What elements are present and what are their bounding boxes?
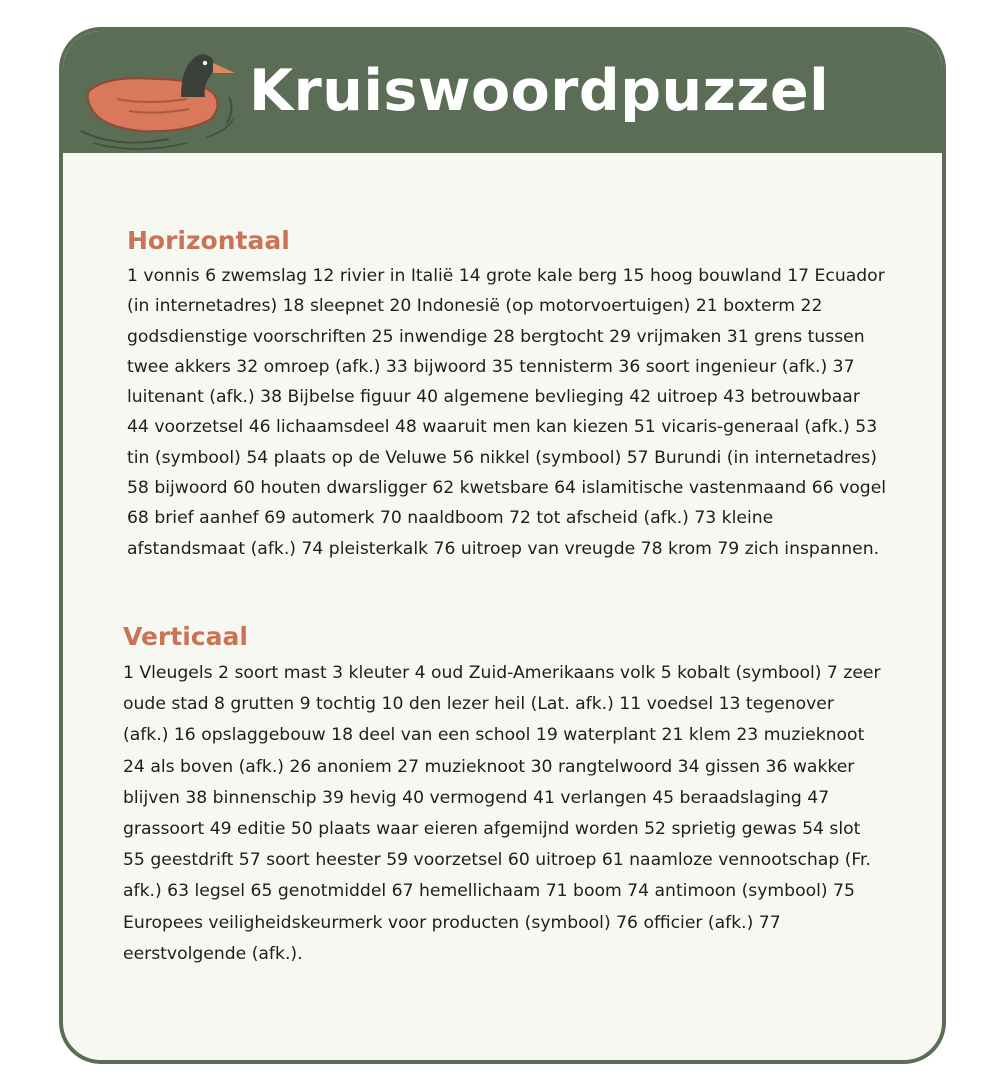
- duck-icon: [77, 39, 247, 151]
- page-title: Kruiswoordpuzzel: [249, 58, 830, 124]
- vertical-clues: 1 Vleugels 2 soort mast 3 kleuter 4 oud Zuid-Amerikaans volk 5 kobalt (symbool) 7 zeer oude stad 8 grutten 9 tochtig 10 den lezer heil (Lat. afk.) 11 voedsel 13 tegenover (afk.) 16 opslaggebouw 18 deel van een school 19 waterplant 21 klem 23 muzieknoot 24 als boven (afk.) 26 anoniem 27 muzieknoot 30 rangtelwoord 34 gissen 36 wakker blijven 38 binnenschip 39 hevig 40 vermogend 41 verlangen 45 beraadslaging 47 grassoort 49 editie 50 plaats waar eieren afgemijnd worden 52 sprietig gewas 54 slot 55 geestdrift 57 soort heester 59 voorzetsel 60 uitroep 61 naamloze vennootschap (Fr. afk.) 63 legsel 65 genotmiddel 67 hemellichaam 71 boom 74 antimoon (symbool) 75 Europees veiligheidskeurmerk voor producten (symbool) 76 officier (afk.) 77 eerstvolgende (afk.).: [123, 663, 881, 964]
- vertical-heading: Verticaal: [123, 622, 248, 651]
- horizontal-clues: 1 vonnis 6 zwemslag 12 rivier in Italië 14 grote kale berg 15 hoog bouwland 17 Ecuador (in internetadres) 18 sleepnet 20 Indonesië (op motorvoertuigen) 21 boxterm 22 godsdienstige voorschriften 25 inwendige 28 bergtocht 29 vrijmaken 31 grens tussen twee akkers 32 omroep (afk.) 33 bijwoord 35 tennisterm 36 soort ingenieur (afk.) 37 luitenant (afk.) 38 Bijbelse figuur 40 algemene bevlieging 42 uitroep 43 betrouwbaar 44 voorzetsel 46 lichaamsdeel 48 waaruit men kan kiezen 51 vicaris-generaal (afk.) 53 tin (symbool) 54 plaats op de Veluwe 56 nikkel (symbool) 57 Burundi (in internetadres) 58 bijwoord 60 houten dwarsligger 62 kwetsbare 64 islamitische vastenmaand 66 vogel 68 brief aanhef 69 automerk 70 naaldboom 72 tot afscheid (afk.) 73 kleine afstandsmaat (afk.) 74 pleisterkalk 76 uitroep van vreugde 78 krom 79 zich inspannen.: [127, 266, 887, 559]
- header-banner: [63, 31, 942, 153]
- puzzle-card: [59, 27, 946, 1064]
- horizontal-heading: Horizontaal: [127, 226, 290, 255]
